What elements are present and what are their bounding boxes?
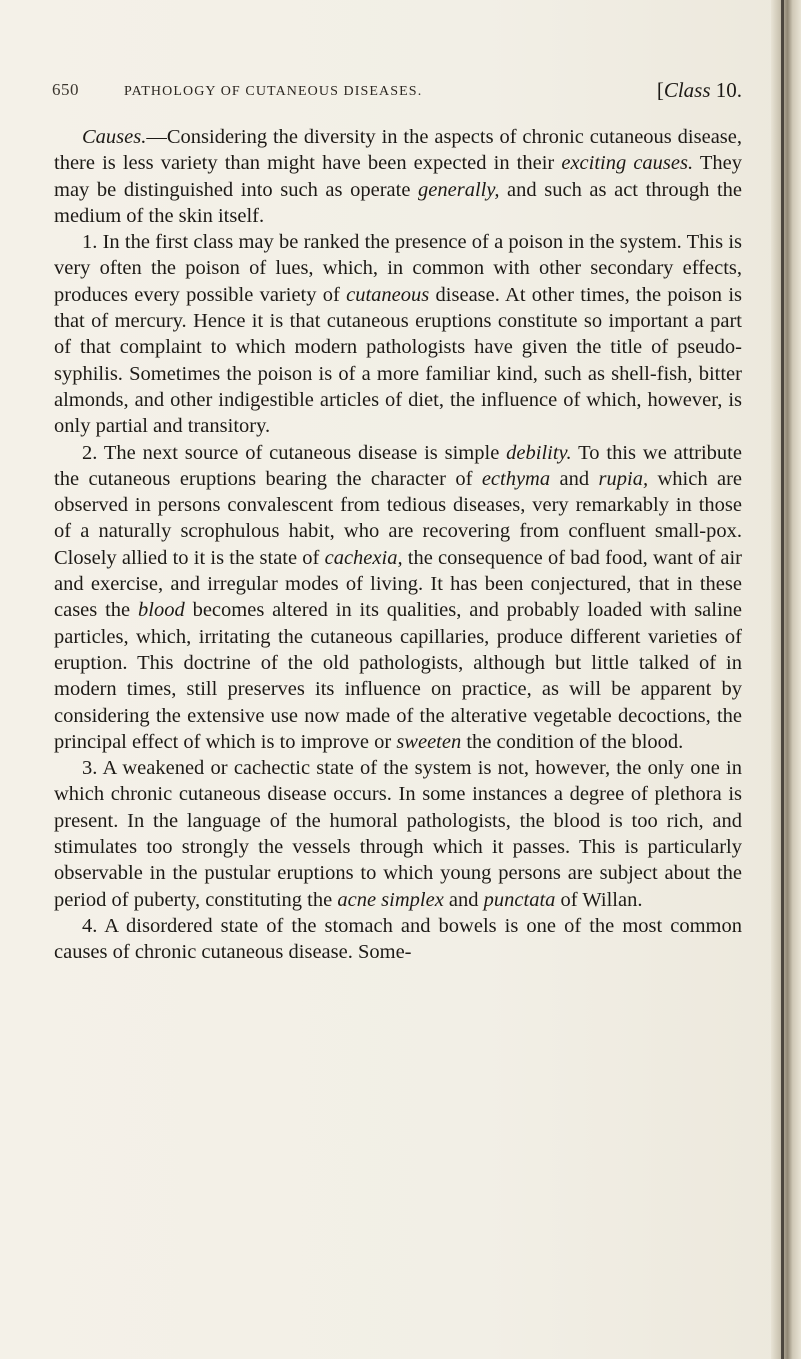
text-run: the condition of the blood. [461, 730, 684, 753]
paragraph-first-class-poison [54, 229, 742, 439]
italic-term: blood [138, 599, 185, 622]
italic-term: sweeten [396, 730, 462, 753]
paragraph-stomach-bowels [54, 913, 742, 966]
italic-term: punctata [483, 888, 556, 911]
text-run: which are observed in persons convalescent from tedious diseases, very remarkably in those of a naturally scrophulous habit, who are recovering from confluent small-pox. Closely allied to it is the state of [54, 467, 743, 569]
text-run: 4. A disordered state of the stomach and bowels is one of the most common causes of chronic cutaneous disease. Some- [54, 914, 742, 964]
text-run: of Willan. [555, 888, 643, 911]
text-run: 2. The next source of cutaneous disease is simple [82, 441, 507, 464]
text-run: and [550, 467, 599, 490]
italic-term: acne simplex [337, 888, 444, 911]
italic-term: debility. [506, 441, 572, 464]
italic-term: rupia, [598, 467, 649, 490]
gutter-shadow-line [781, 0, 784, 1359]
italic-term: cachexia, [324, 546, 403, 569]
text-run: the consequence of bad food, want of air and exercise, and irregular modes of living. It has been conjectured, that in these cases the [54, 546, 742, 622]
class-marker [657, 78, 742, 103]
text-run: and [443, 888, 484, 911]
text-run: disease. At other times, the poison is that of mercury. Hence it is that cutaneous eruptions constitute so important a part of that complaint to which modern pathologists have given the title of pseudo-syphilis. Sometimes the poison is of a more familiar kind, such as shell-fish, bitter almonds, and other indigestible articles of diet, the influence of which, however, is only partial and transitory. [54, 283, 742, 438]
text-run: becomes altered in its qualities, and probably loaded with saline particles, which, irritating the cutaneous capillaries, produce different varieties of eruption. This doctrine of the old pathologists, although but little talked of in modern times, still preserves its influence on practice, as will be apparent by considering the extensive use now made of the alterative vegetable decoctions, the principal effect of which is to improve or [54, 599, 743, 753]
text-run: —Considering the diversity in the aspects of chronic cutaneous disease, there is less variety than might have been expected in their [54, 126, 742, 175]
italic-term: ecthyma [481, 467, 551, 490]
running-title: PATHOLOGY OF CUTANEOUS DISEASES. [124, 84, 423, 99]
italic-term: cutaneous [346, 283, 430, 306]
class-bracket: [ [656, 78, 664, 102]
body-text [54, 124, 742, 966]
text-run: 3. A weakened or cachectic state of the system is not, however, the only one in which chronic cutaneous disease occurs. In some instances a degree of plethora is present. In the language of the humoral pathologists, the blood is too rich, and stimulates too strongly the vessels through which it passes. This is particularly observable in the pustular eruptions to which young persons are subject about the period of puberty, constituting the [54, 757, 742, 911]
class-label: Class [663, 78, 711, 102]
text-run: and such as act through the medium of the skin itself. [54, 178, 742, 227]
page-gutter-edge [771, 0, 801, 1359]
text-run: 1. In the first class may be ranked the presence of a poison in the system. This is very often the poison of lues, which, in common with other secondary effects, produces every possible variety of [54, 231, 742, 306]
page-number: 650 [52, 80, 79, 99]
page-header [52, 80, 742, 110]
text-run: They may be distinguished into such as operate [54, 152, 742, 201]
paragraph-debility [54, 440, 742, 756]
text-run: To this we attribute the cutaneous eruptions bearing the character of [54, 441, 742, 490]
paragraph-plethora [54, 755, 742, 913]
italic-term: generally, [418, 178, 500, 201]
class-number: 10. [715, 78, 742, 102]
italic-term: Causes. [82, 126, 147, 148]
paragraph-causes [54, 124, 742, 229]
italic-term: exciting causes. [561, 152, 694, 175]
